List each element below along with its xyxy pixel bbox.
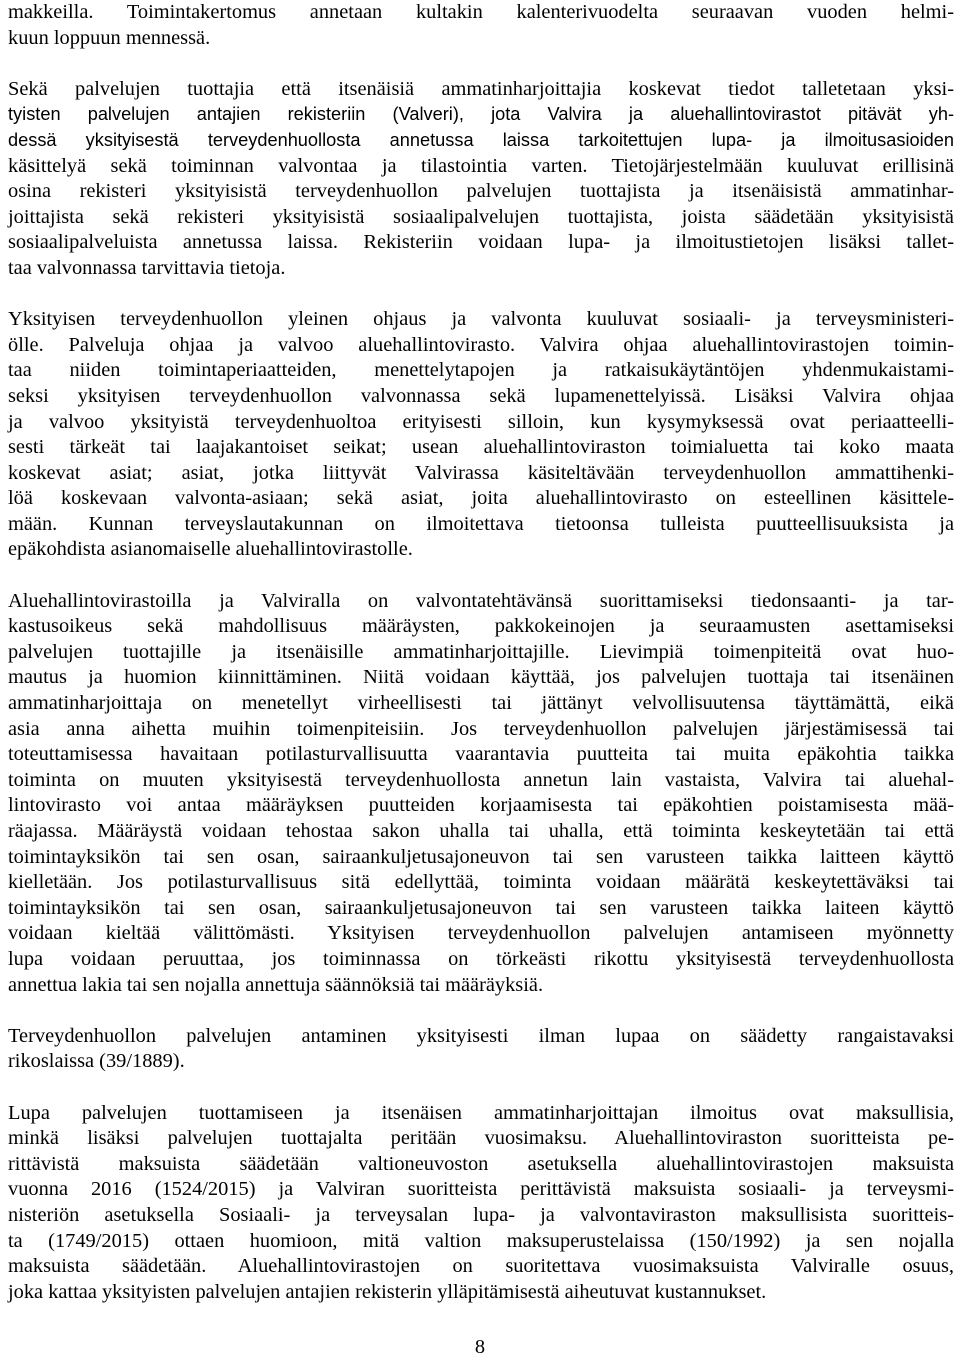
text-line: palvelujen tuottajille ja itsenäisille ammatinharjoittajille. Lievimpiä toimenpiteitä ovat huo- bbox=[8, 640, 954, 663]
paragraph-gap bbox=[8, 282, 954, 308]
text-line: annettua lakia tai sen nojalla annettuja säännöksiä tai määräyksiä. bbox=[8, 973, 544, 996]
text-line: toiminta on muuten yksityisestä terveydenhuollosta annetun lain vastaista, Valvira tai aluehal- bbox=[8, 768, 954, 791]
text-line: maksuista säädetään. Aluehallintovirastojen on suoritettava vuosimaksuista Valviralle osuus, bbox=[8, 1255, 954, 1278]
text-line: koskevat asiat; asiat, jotka liittyvät Valvirassa käsiteltävään terveydenhuollon ammattihenki- bbox=[8, 461, 954, 484]
text-line: vuonna 2016 (1524/2015) ja Valviran suoritteista perittävistä maksuista sosiaali- ja terveysmi- bbox=[8, 1178, 954, 1201]
text-line: joka kattaa yksityisten palvelujen antajien rekisterin ylläpitämisestä aiheutuvat kustannukset. bbox=[8, 1280, 767, 1303]
text-line: ölle. Palveluja ohjaa ja valvoo aluehallintovirasto. Valvira ohjaa aluehallintovirastojen toimin- bbox=[8, 333, 954, 356]
text-line: Sekä palvelujen tuottajia että itsenäisiä ammatinharjoittajia koskevat tiedot talletetaan yksi- bbox=[8, 77, 954, 100]
text-line: ta (1749/2015) ottaen huomioon, mitä valtion maksuperustelaissa (150/1992) ja sen nojalla bbox=[8, 1229, 954, 1252]
text-line: mautus ja huomion kiinnittäminen. Niitä voidaan käyttää, jos palvelujen tuottaja tai itsenäinen bbox=[8, 666, 954, 689]
paragraph-gap bbox=[8, 563, 954, 589]
text-line: joittajista sekä rekisteri yksityisistä sosiaalipalvelujen tuottajista, joista säädetään yksityisistä bbox=[8, 205, 954, 228]
text-line: kielletään. Jos potilasturvallisuus sitä edellyttää, toiminta voidaan määrätä keskeytettäväksi tai bbox=[8, 871, 954, 894]
text-line: lintovirasto voi antaa määräyksen puutteiden korjaamisesta tai epäkohtien poistamisesta mää- bbox=[8, 794, 954, 817]
text-line: makkeilla. Toimintakertomus annetaan kultakin kalenterivuodelta seuraavan vuoden helmi- bbox=[8, 1, 954, 23]
text-line: toimintayksikön tai sen osan, sairaankuljetusajoneuvon tai sen varusteen taikka laiteen käyttö bbox=[8, 896, 954, 919]
paragraph-penalty bbox=[8, 1024, 954, 1075]
text-line: Aluehallintovirastoilla ja Valviralla on valvontatehtävänsä suorittamiseksi tiedonsaanti- ja tar- bbox=[8, 589, 954, 612]
document-page bbox=[8, 0, 954, 1305]
text-line: sesti tärkeät tai laajakantoiset seikat; usean aluehallintoviraston toimialuetta tai koko maata bbox=[8, 436, 954, 459]
text-line: asia anna aihetta muihin toimenpiteisiin. Jos terveydenhuollon palvelujen järjestämisessä tai bbox=[8, 717, 954, 740]
text-line: kastusoikeus sekä mahdollisuus määräysten, pakkokeinojen ja seuraamusten asettamiseksi bbox=[8, 615, 954, 638]
paragraph-valveri-register bbox=[8, 77, 954, 282]
text-line: rittävistä maksuista säädetään valtioneuvoston asetuksella aluehallintovirastojen maksuista bbox=[8, 1152, 954, 1175]
paragraph-annual-report bbox=[8, 0, 954, 51]
text-line: minkä lisäksi palvelujen tuottajalta peritään vuosimaksu. Aluehallintoviraston suoritteista pe- bbox=[8, 1127, 954, 1150]
text-line: nisteriön asetuksella Sosiaali- ja terveysalan lupa- ja valvontaviraston maksullisista suoritteis- bbox=[8, 1203, 954, 1226]
text-line: sosiaalipalveluista annetussa laissa. Rekisteriin voidaan lupa- ja ilmoitustietojen lisäksi tallet- bbox=[8, 231, 954, 254]
text-line: epäkohdista asianomaiselle aluehallintovirastolle. bbox=[8, 538, 413, 561]
text-line: taa niiden toimintaperiaatteiden, menettelytapojen ja ratkaisukäytäntöjen yhdenmukaistami- bbox=[8, 359, 954, 382]
text-line: voidaan kieltää välittömästi. Yksityisen terveydenhuollon palvelujen antamiseen myönnetty bbox=[8, 922, 954, 945]
text-line: osina rekisteri yksityisistä terveydenhuollon palvelujen tuottajista ja itsenäisistä ammatinhar- bbox=[8, 180, 954, 203]
text-line: mään. Kunnan terveyslautakunnan on ilmoitettava tietoonsa tulleista puutteellisuuksista ja bbox=[8, 512, 954, 535]
paragraph-sanctions bbox=[8, 589, 954, 999]
text-line: dessä yksityisestä terveydenhuollosta annetussa laissa tarkoitettujen lupa- ja ilmoitusasioiden bbox=[8, 129, 954, 150]
text-line: ja valvoo yksityistä terveydenhuoltoa erityisesti silloin, kun kysymyksessä ovat periaatteelli- bbox=[8, 410, 954, 433]
text-line: Lupa palvelujen tuottamiseen ja itsenäisen ammatinharjoittajan ilmoitus ovat maksullisia, bbox=[8, 1101, 954, 1124]
text-line: toteuttamisessa havaitaan potilasturvallisuutta vaarantavia puutteita tai muita epäkohtia taikka bbox=[8, 743, 954, 766]
paragraph-guidance-supervision bbox=[8, 307, 954, 563]
text-line: taa valvonnassa tarvittavia tietoja. bbox=[8, 256, 286, 279]
paragraph-gap bbox=[8, 51, 954, 77]
text-line: löä koskevaan valvonta-asiaan; sekä asiat, joita aluehallintovirasto on esteellinen käsittele- bbox=[8, 487, 954, 510]
paragraph-fees bbox=[8, 1101, 954, 1306]
text-line: räajassa. Määräystä voidaan tehostaa sakon uhalla tai uhalla, että toiminta keskeytetään tai että bbox=[8, 820, 954, 842]
text-line: lupa voidaan peruuttaa, jos toiminnassa on törkeästi rikottu yksityisestä terveydenhuollosta bbox=[8, 947, 954, 970]
text-line: toimintayksikön tai sen osan, sairaankuljetusajoneuvon tai sen varusteen taikka laitteen käyttö bbox=[8, 845, 954, 868]
text-line: ammatinharjoittaja on menetellyt virheellisesti tai jättänyt velvollisuutensa täyttämättä, eikä bbox=[8, 692, 954, 715]
text-line: Yksityisen terveydenhuollon yleinen ohjaus ja valvonta kuuluvat sosiaali- ja terveysministeri- bbox=[8, 308, 954, 331]
text-line: seksi yksityisen terveydenhuollon valvonnassa sekä lupamenettelyissä. Lisäksi Valvira ohjaa bbox=[8, 384, 954, 407]
text-line: tyisten palvelujen antajien rekisteriin (Valveri), jota Valvira ja aluehallintovirastot pitävät yh- bbox=[8, 104, 954, 125]
text-line: rikoslaissa (39/1889). bbox=[8, 1050, 185, 1073]
page-number: 8 bbox=[474, 1336, 486, 1358]
paragraph-gap bbox=[8, 1075, 954, 1101]
text-line: kuun loppuun mennessä. bbox=[8, 26, 211, 49]
paragraph-gap bbox=[8, 998, 954, 1024]
text-line: käsittelyä sekä toiminnan valvontaa ja tilastointia varten. Tietojärjestelmään kuuluvat erillisinä bbox=[8, 154, 954, 177]
text-line: Terveydenhuollon palvelujen antaminen yksityisesti ilman lupaa on säädetty rangaistavaksi bbox=[8, 1024, 954, 1047]
